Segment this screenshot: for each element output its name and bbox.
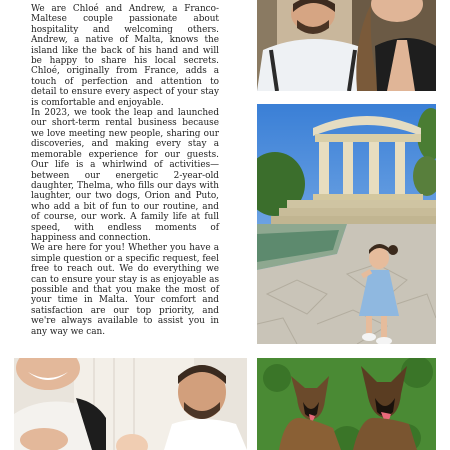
child-colonnade-photo <box>257 104 436 344</box>
dogs-photo <box>257 358 436 450</box>
couple-photo-icon <box>257 0 436 91</box>
dogs-photo-icon <box>257 358 436 450</box>
business-paragraph: In 2023, we took the leap and launched our short-term rental business because we love meeting new people, sharing our discoveries, and making every stay a memorable experience for our guests. Our life is a whirlwind of activities—between our energetic 2-year-old daughter, Thelma, who fills our days with laughter, our two dogs, Orion and Puto, who add a bit of fun to our routine, and of course, our work. A family life at full speed, with endless moments of happiness and connection. <box>31 108 219 243</box>
child-colonnade-photo-icon <box>257 104 436 344</box>
family-selfie-photo <box>14 358 247 450</box>
couple-photo <box>257 0 436 91</box>
about-us-text <box>31 4 219 337</box>
contact-paragraph: We are here for you! Whether you have a simple question or a specific request, feel free to reach out. We do everything we can to ensure your stay is as enjoyable as possible and that you make the most of your time in Malta. Your comfort and satisfaction are our top priority, and we're always available to assist you in any way we can. <box>31 243 219 337</box>
family-selfie-photo-icon <box>14 358 247 450</box>
intro-paragraph: We are Chloé and Andrew, a Franco-Maltese couple passionate about hospitality and welcoming others. Andrew, a native of Malta, knows the island like the back of his hand and will be happy to share his local secrets. Chloé, originally from France, adds a touch of perfection and attention to detail to ensure every aspect of your stay is comfortable and enjoyable. <box>31 4 219 108</box>
